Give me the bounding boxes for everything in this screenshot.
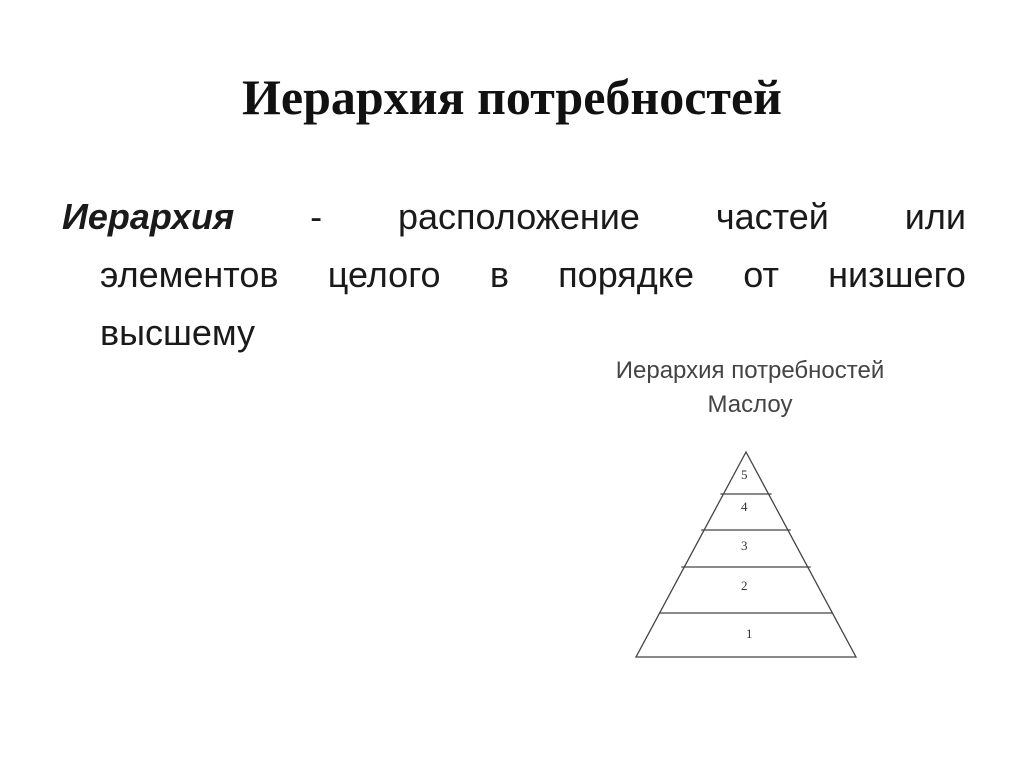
definition-word: высшему	[100, 312, 256, 353]
definition-line-1	[62, 188, 966, 246]
definition-word: от	[743, 254, 779, 295]
pyramid-level-label: 1	[746, 626, 753, 641]
definition-paragraph	[62, 188, 966, 362]
figure-title	[580, 354, 920, 422]
definition-word: или	[904, 196, 966, 237]
definition-line-2	[62, 246, 966, 304]
definition-word: в	[489, 254, 509, 295]
maslow-pyramid-diagram	[628, 444, 864, 664]
definition-word: -	[310, 196, 323, 237]
figure-title-line-2: Маслоу	[707, 391, 793, 418]
definition-word: частей	[715, 196, 829, 237]
definition-word: порядке	[558, 254, 694, 295]
figure-title-line-1: Иерархия потребностей	[615, 357, 885, 384]
definition-word: низшего	[828, 254, 966, 295]
pyramid-level-label: 3	[741, 538, 748, 553]
definition-word: расположение	[398, 196, 640, 237]
pyramid-level-label: 5	[741, 467, 748, 482]
slide-title: Иерархия потребностей	[242, 69, 782, 125]
pyramid-level-label: 2	[741, 578, 748, 593]
definition-word: целого	[327, 254, 441, 295]
pyramid-level-label: 4	[741, 499, 748, 514]
definition-word: элементов	[100, 254, 279, 295]
definition-term: Иерархия	[62, 196, 235, 237]
